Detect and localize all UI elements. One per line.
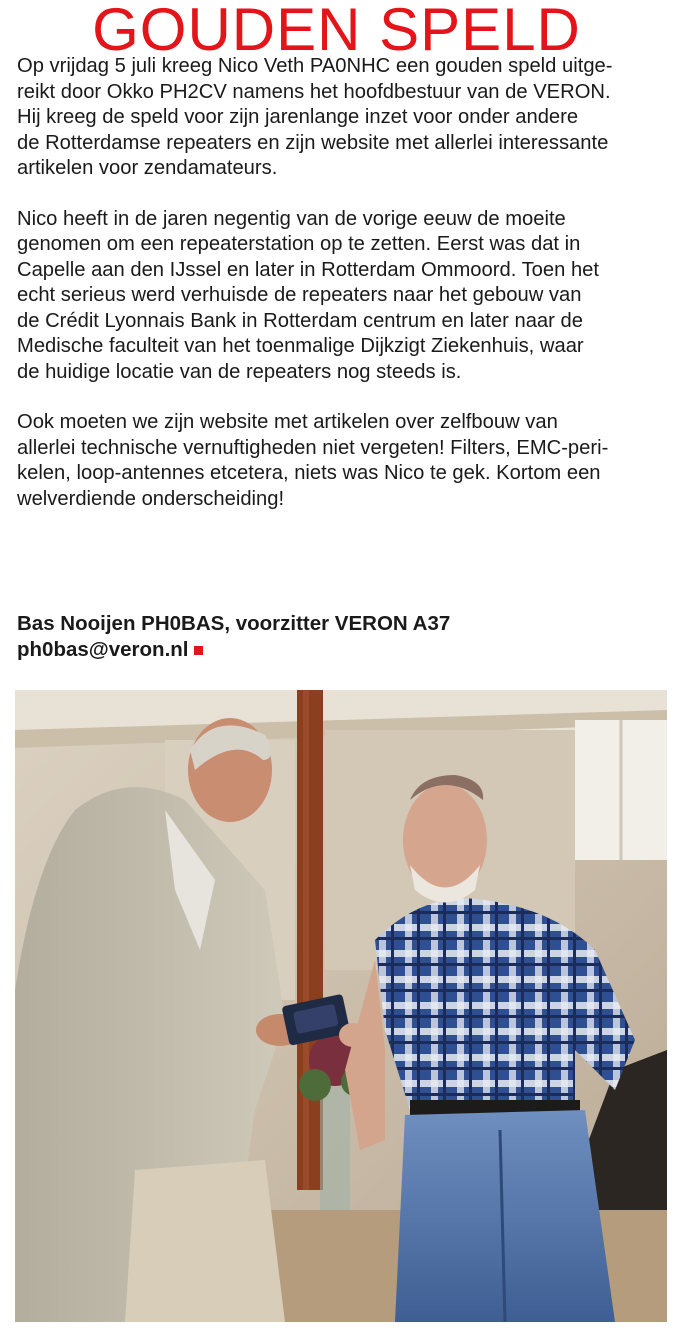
- paragraph-2: [17, 207, 667, 386]
- paragraph-3: [17, 410, 667, 512]
- author-name: Bas Nooijen PH0BAS, voorzitter VERON A37: [17, 612, 451, 635]
- paragraph-1: [17, 54, 667, 182]
- text-line: kelen, loop-antennes etcetera, niets was Nico te gek. Kortom een: [17, 462, 601, 484]
- text-line: artikelen voor zendamateurs.: [17, 157, 278, 179]
- text-line: welverdiende onderscheiding!: [17, 487, 285, 510]
- article-photo: [15, 690, 667, 1322]
- article-title: GOUDEN SPELD: [92, 0, 581, 63]
- text-line: Ook moeten we zijn website met artikelen over zelfbouw van: [17, 411, 558, 433]
- text-line: genomen om een repeaterstation op te zetten. Eerst was dat in: [17, 233, 581, 255]
- text-line: Nico heeft in de jaren negentig van de vorige eeuw de moeite: [17, 207, 566, 230]
- text-line: de Crédit Lyonnais Bank in Rotterdam centrum en later naar de: [17, 309, 583, 332]
- article-body: [17, 54, 667, 537]
- text-line: allerlei technische vernuftigheden niet vergeten! Filters, EMC-peri-: [17, 436, 609, 459]
- text-line: de huidige locatie van de repeaters nog steeds is.: [17, 360, 462, 383]
- text-line: Op vrijdag 5 juli kreeg Nico Veth PA0NHC een gouden speld uitge-: [17, 55, 613, 77]
- text-line: reikt door Okko PH2CV namens het hoofdbestuur van de VERON.: [17, 80, 611, 103]
- photo-illustration: [15, 690, 667, 1322]
- text-line: Hij kreeg de speld voor zijn jarenlange inzet voor onder andere: [17, 106, 579, 128]
- byline: [17, 611, 450, 663]
- author-email: ph0bas@veron.nl: [17, 638, 189, 661]
- text-line: Medische faculteit van het toenmalige Dijkzigt Ziekenhuis, waar: [17, 335, 584, 357]
- text-line: Capelle aan den IJssel en later in Rotterdam Ommoord. Toen het: [17, 258, 600, 281]
- text-line: de Rotterdamse repeaters en zijn website met allerlei interessante: [17, 131, 609, 154]
- end-mark-icon: [194, 646, 203, 655]
- text-line: echt serieus werd verhuisde de repeaters naar het gebouw van: [17, 284, 582, 306]
- author-email-line: [17, 637, 450, 663]
